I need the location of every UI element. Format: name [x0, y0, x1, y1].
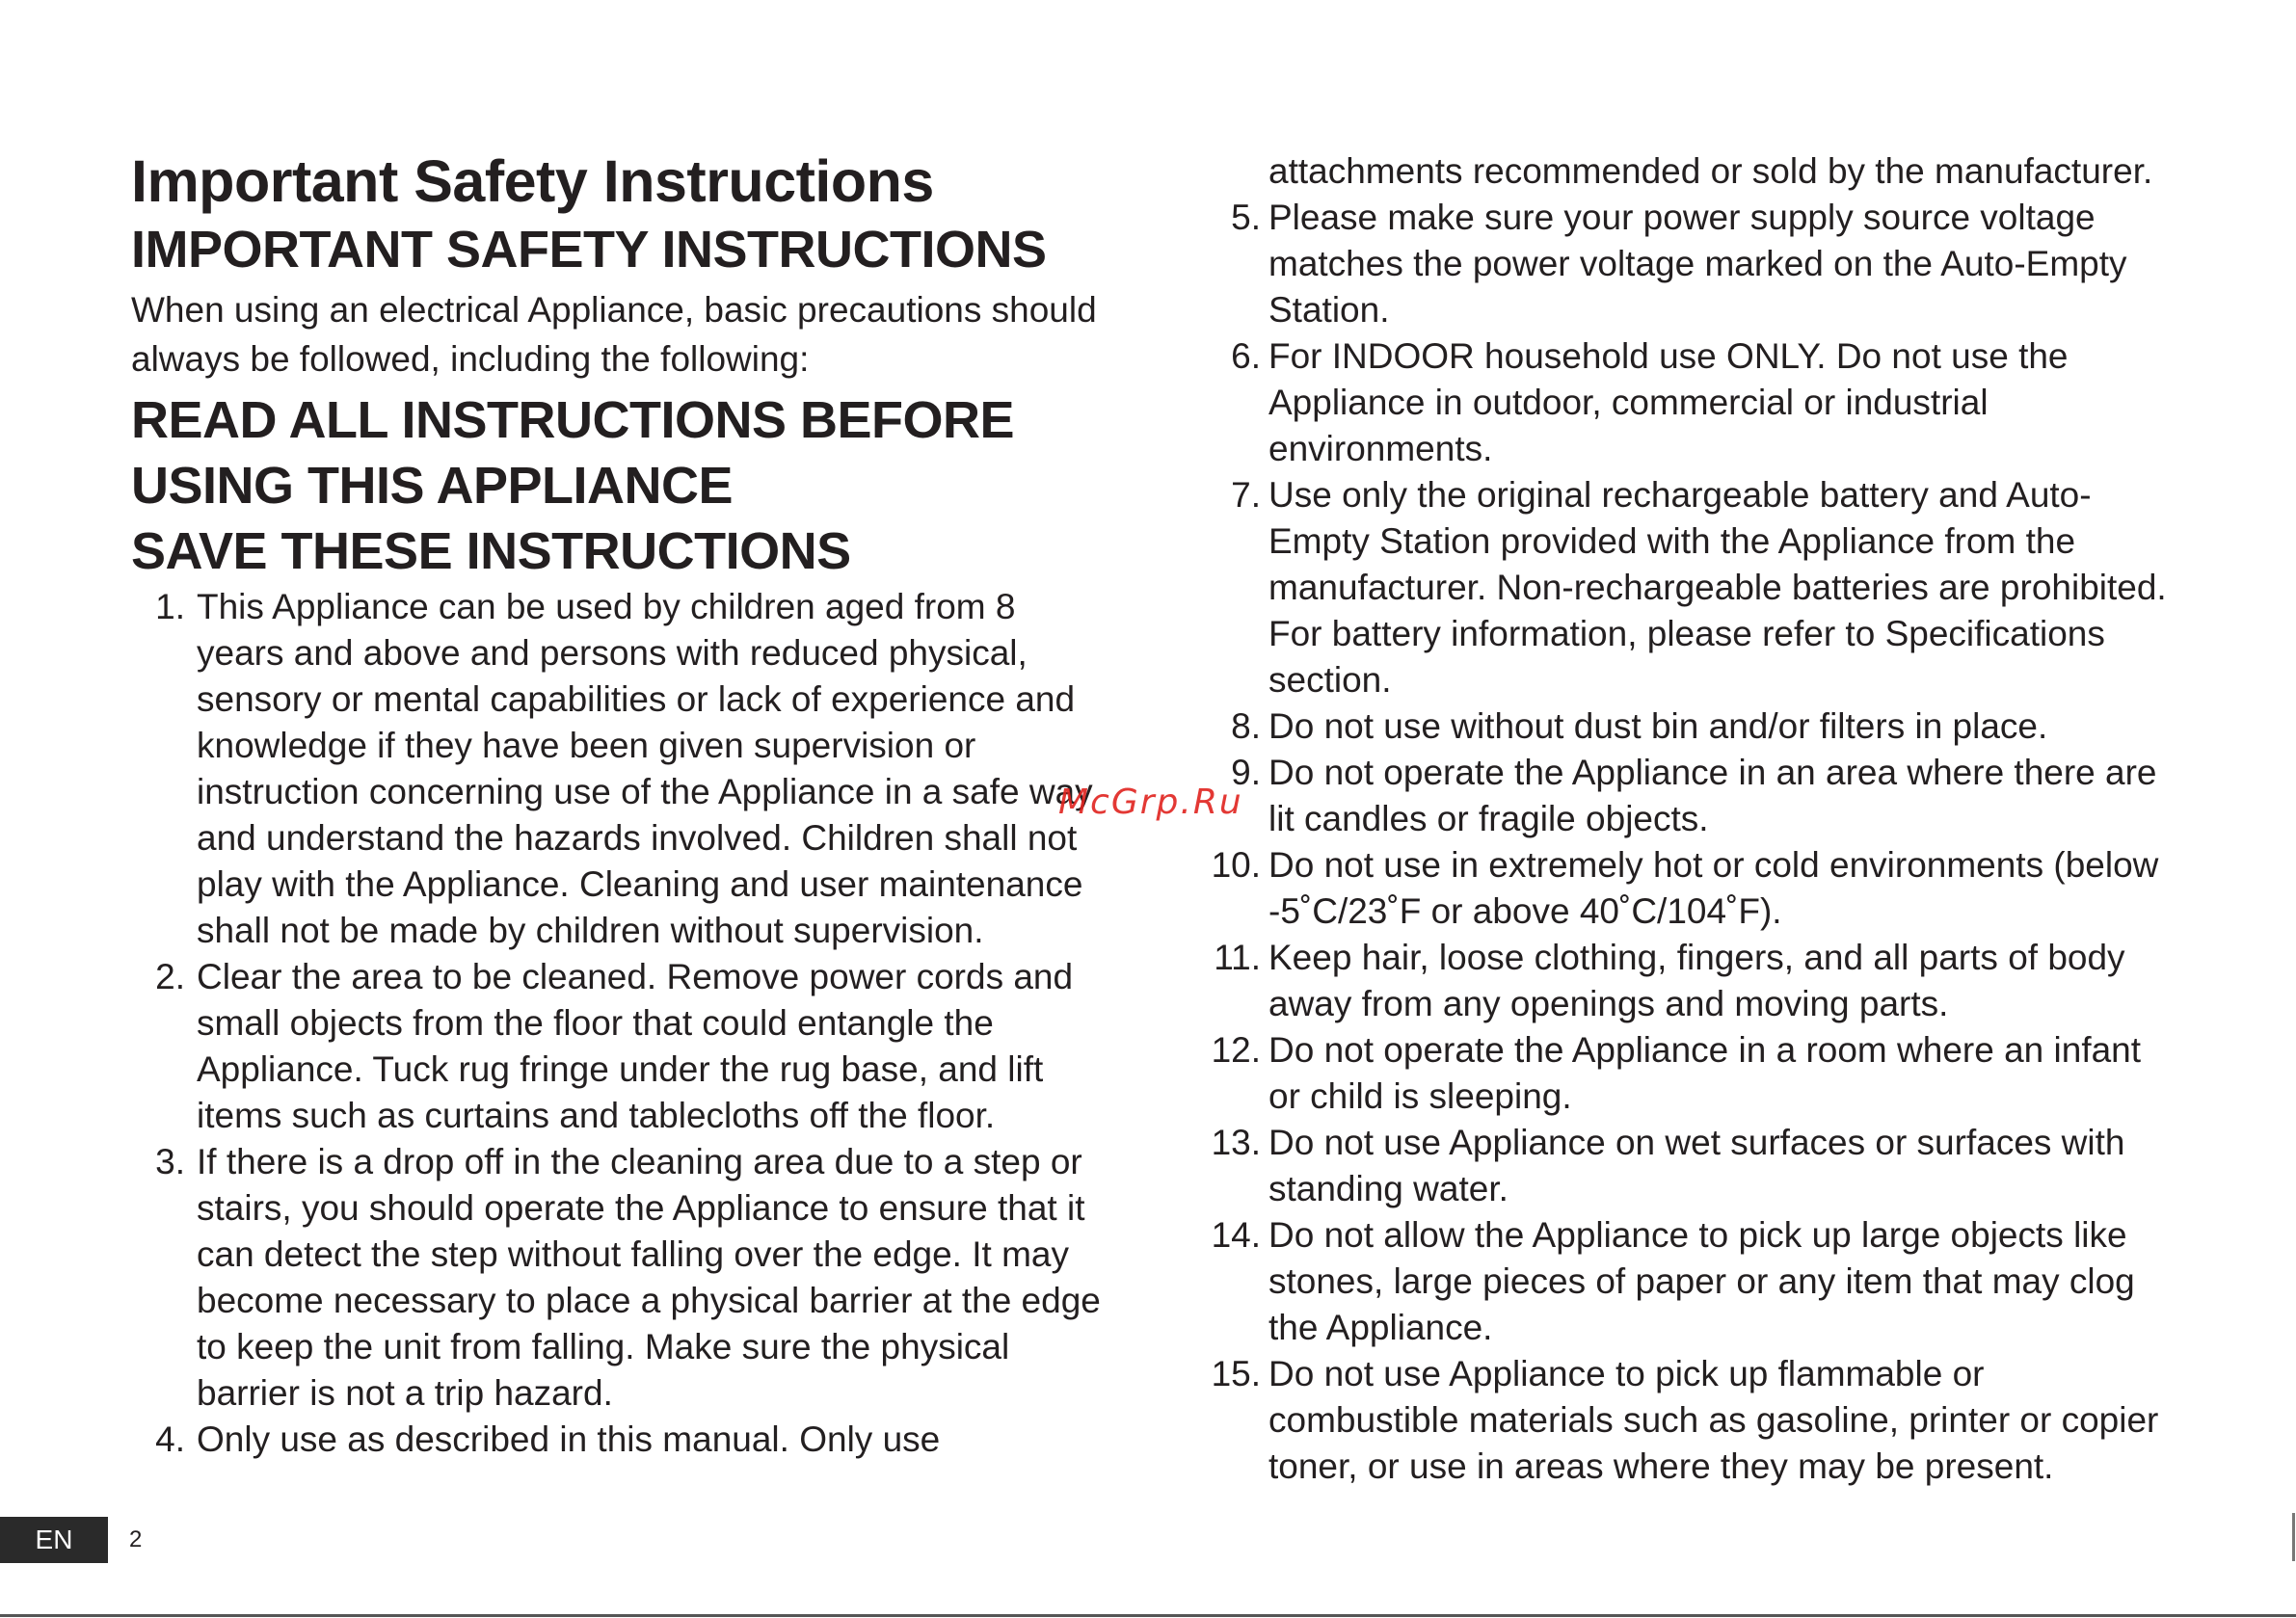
item-text: If there is a drop off in the cleaning area due to a step or stairs, you should operate the Appliance to ensure that it can detect the step without falling over the edge. It may become necessary to place a physical barrier at the edge to keep the unit from falling. Make sure the physical barrier is not a trip hazard. — [197, 1141, 1101, 1413]
list-item — [1195, 472, 2169, 703]
item-number: 6. — [1231, 336, 1261, 376]
item-text: For INDOOR household use ONLY. Do not use the Appliance in outdoor, commercial or industrial environments. — [1268, 336, 2069, 468]
item-text: Do not operate the Appliance in an area where there are lit candles or fragile objects. — [1268, 753, 2157, 838]
read-all-line-2: USING THIS APPLIANCE — [131, 456, 734, 515]
item-number: 10. — [1211, 845, 1261, 885]
page-title: Important Safety Instructions — [131, 148, 934, 214]
item-number: 12. — [1211, 1030, 1261, 1070]
item-number: 4. — [155, 1419, 185, 1459]
continued-text: attachments recommended or sold by the manufacturer. — [1268, 151, 2153, 191]
page-number: 2 — [129, 1526, 143, 1552]
item-number: 3. — [155, 1141, 185, 1181]
item-text: Keep hair, loose clothing, fingers, and all parts of body away from any openings and moving parts. — [1268, 938, 2125, 1023]
list-item — [1195, 333, 2169, 472]
bottom-divider — [0, 1614, 2296, 1617]
item-number: 11. — [1214, 938, 1261, 977]
list-item — [1195, 1212, 2169, 1351]
item-number: 15. — [1211, 1354, 1261, 1393]
item-text: Clear the area to be cleaned. Remove power cords and small objects from the floor that could entangle the Appliance. Tuck rug fringe under the rug base, and lift items such as curtains and tablecloths off the floor. — [197, 956, 1074, 1135]
item-text: Do not use without dust bin and/or filters in place. — [1268, 706, 2048, 746]
item-text: Use only the original rechargeable battery and Auto-Empty Station provided with the Appliance from the manufacturer. Non-rechargeable batteries are prohibited. For battery information, please refer to Specifications section. — [1268, 475, 2167, 700]
item-number: 7. — [1231, 475, 1261, 515]
item-number: 9. — [1231, 753, 1261, 792]
list-item — [131, 1417, 1105, 1463]
left-instruction-list — [131, 584, 1105, 1463]
page-subtitle: IMPORTANT SAFETY INSTRUCTIONS — [131, 221, 1047, 279]
read-all-heading — [131, 387, 1105, 518]
list-item — [1195, 750, 2169, 842]
item-number: 14. — [1211, 1215, 1261, 1255]
item-number: 5. — [1231, 198, 1261, 237]
item-text: Do not allow the Appliance to pick up large objects like stones, large pieces of paper or any item that may clog the Appliance. — [1268, 1215, 2135, 1347]
item-number: 1. — [155, 586, 185, 626]
read-all-line-1: READ ALL INSTRUCTIONS BEFORE — [131, 390, 1015, 449]
item-text: This Appliance can be used by children aged from 8 years and above and persons with reduced physical, sensory or mental capabilities or lack of experience and knowledge if they have been given supervision or instruction concerning use of the Appliance in a safe way and understand the hazards involved. Children shall not play with the Appliance. Cleaning and user maintenance shall not be made by children without supervision. — [197, 586, 1093, 950]
item-number: 8. — [1231, 706, 1261, 746]
right-instruction-list — [1195, 195, 2169, 1490]
language-badge: EN — [0, 1517, 108, 1563]
list-item — [131, 954, 1105, 1139]
item-text: Do not use Appliance to pick up flammable or combustible materials such as gasoline, printer or copier toner, or use in areas where they may be present. — [1268, 1354, 2159, 1486]
list-item — [1195, 842, 2169, 935]
left-column — [131, 145, 1105, 1463]
list-item — [1195, 1120, 2169, 1212]
right-edge-mark — [2292, 1513, 2295, 1561]
item-number: 2. — [155, 956, 185, 996]
right-column — [1195, 148, 2169, 1490]
item-text: Do not operate the Appliance in a room where an infant or child is sleeping. — [1268, 1030, 2142, 1116]
intro-text: When using an electrical Appliance, basic precautions should always be followed, including the following: — [131, 289, 1097, 379]
item-text: Do not use Appliance on wet surfaces or surfaces with standing water. — [1268, 1123, 2125, 1208]
item-text: Only use as described in this manual. Only use — [197, 1419, 941, 1459]
list-item — [1195, 1351, 2169, 1490]
item-number: 13. — [1211, 1123, 1261, 1162]
list-item — [131, 1139, 1105, 1417]
list-item — [1195, 703, 2169, 750]
save-heading: SAVE THESE INSTRUCTIONS — [131, 521, 851, 580]
list-item — [1195, 935, 2169, 1027]
item-text: Do not use in extremely hot or cold environments (below -5˚C/23˚F or above 40˚C/104˚F). — [1268, 845, 2159, 931]
list-item — [1195, 1027, 2169, 1120]
item-text: Please make sure your power supply source voltage matches the power voltage marked on the Auto-Empty Station. — [1268, 198, 2127, 330]
list-item — [131, 584, 1105, 954]
watermark-text: McGrp.Ru — [1058, 782, 1243, 822]
list-item — [1195, 195, 2169, 333]
